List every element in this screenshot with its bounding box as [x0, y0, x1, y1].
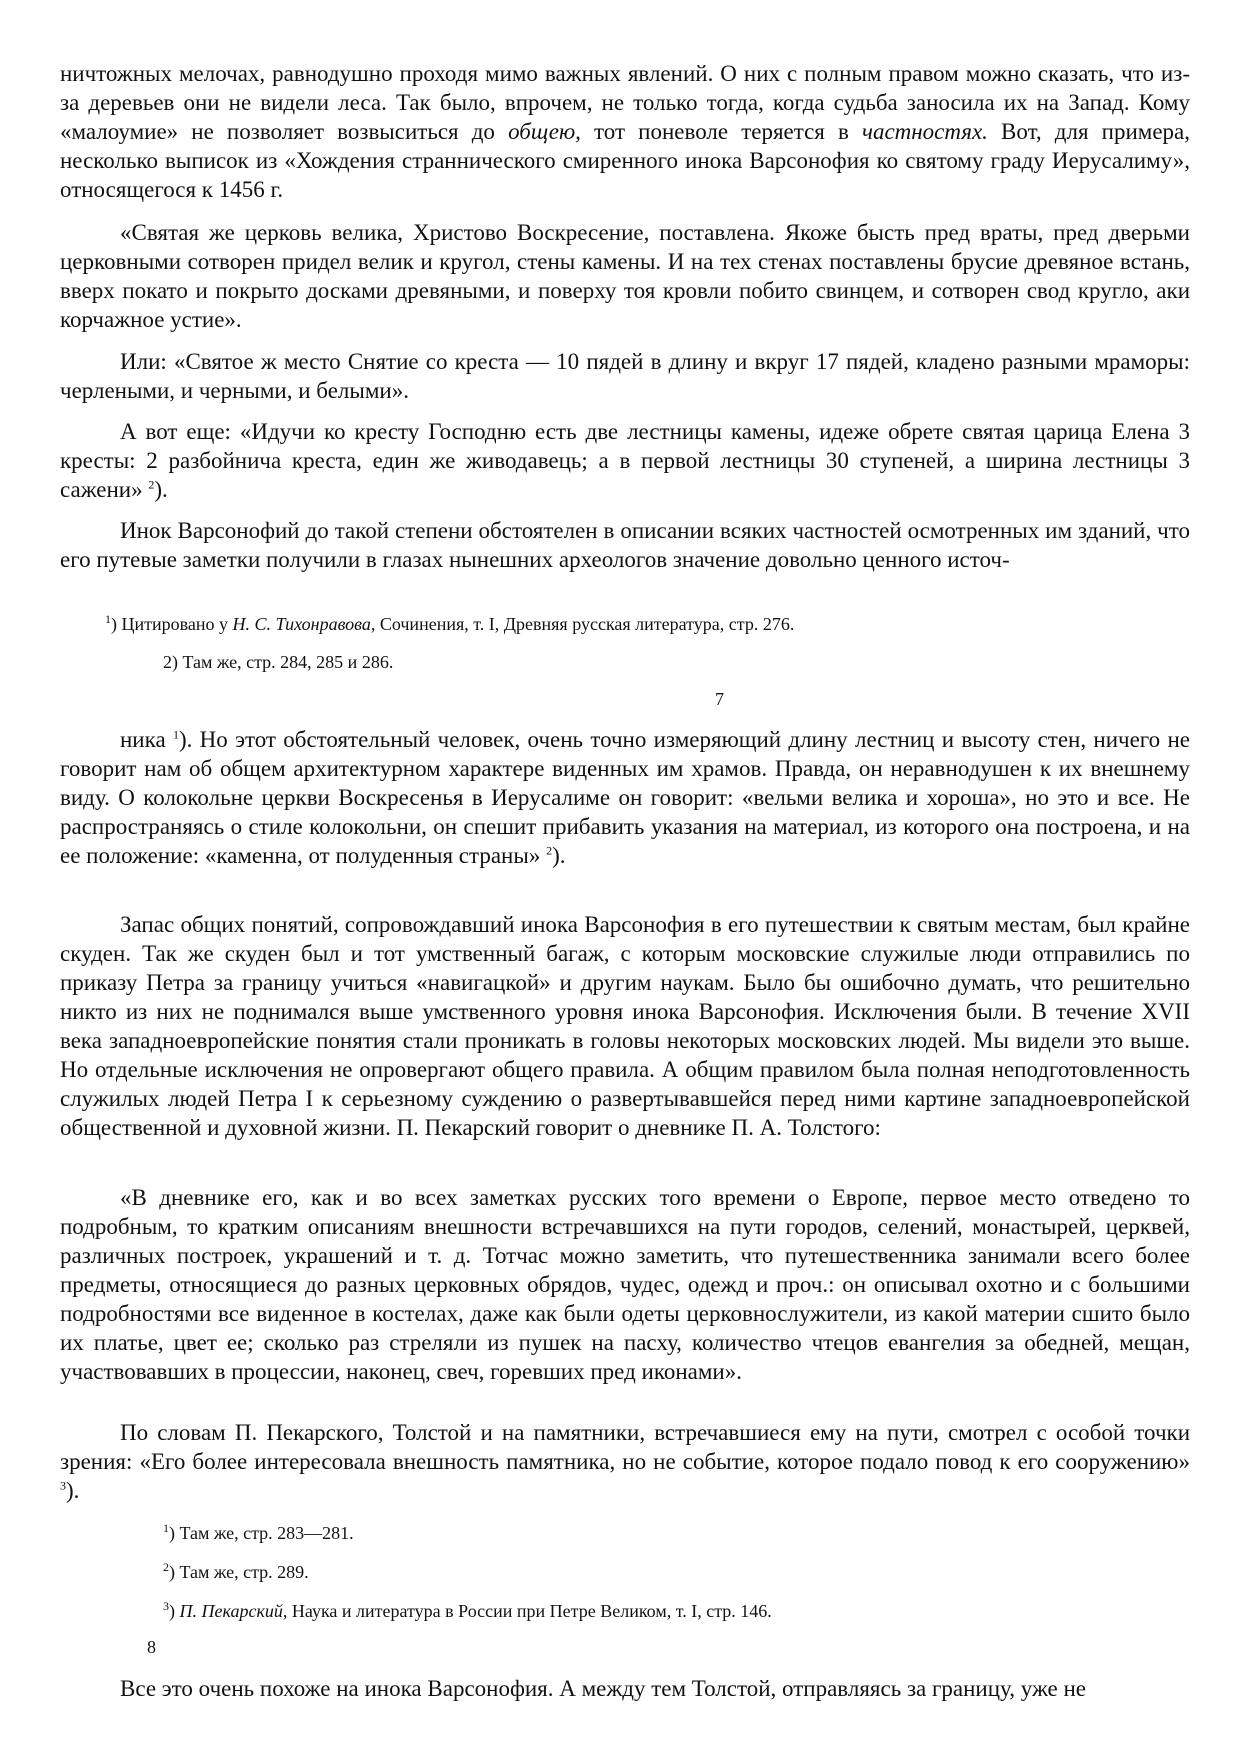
footnote-marker: 1 — [172, 727, 179, 742]
footnote: $^1$) Цитировано у Н. С. Тихонравова, Сочинения, т. I, Древняя русская литература, стр. 276. — [105, 612, 795, 634]
quote-paragraph: «Святая же церковь велика, Христово Воскресение, поставлена. Якоже бысть пред враты, пред дверьми церковными сотворен придел велик и кругол, стены камены. И на тех стенах поставлены брусие древяное встань, вверх покато и покрыто досками древяными, и поверху тоя кровли побито свинцем, и сотворен свод кругло, аки корчажное устие». — [60, 220, 1190, 332]
footnote-marker: 2 — [148, 477, 155, 492]
footnote-marker: 2 — [163, 1560, 169, 1574]
paragraph: По словам П. Пекарского, Толстой и на памятники, встречавшиеся ему на пути, смотрел с особой точки зрения: «Его более интересовала внешность памятника, но не событие, которое подало повод к его сооружению» $^3$). — [60, 1420, 1190, 1503]
paragraph: ника $^1$). Но этот обстоятельный человек, очень точно измеряющий длину лестниц и высоту стен, ничего не говорит нам об общем архитектурном характере виденных им храмов. Правда, он неравнодушен к их внешнему виду. О колокольне церкви Воскресенья в Иерусалиме он говорит: «вельми велика и хороша», но это и все. Не распространяясь о стиле колокольни, он спешит прибавить указания на материал, из которого она построена, и на ее положение: «каменна, от полуденныя страны» $^2$). — [60, 727, 1190, 868]
paragraph: Инок Варсонофий до такой степени обстоятелен в описании всяких частностей осмотренных им зданий, что его путевые заметки получили в глазах нынешних археологов значение довольно ценного источ- — [60, 518, 1190, 572]
footnote-marker: 3 — [163, 1599, 169, 1613]
paragraph: Все это очень похоже на инока Варсонофия. А между тем Толстой, отправляясь за границу, уже не — [120, 1676, 1087, 1701]
quote-paragraph: Или: «Святое ж место Снятие со креста — 10 пядей в длину и вкруг 17 пядей, кладено разными мраморы: черлеными, и черными, и белыми». — [60, 349, 1190, 403]
footnote-marker: 1 — [105, 612, 111, 626]
footnote-marker: 2 — [546, 843, 553, 858]
page-number: 8 — [147, 1637, 156, 1657]
footnote: $^3$) П. Пекарский, Наука и литература в России при Петре Великом, т. I, стр. 146. — [163, 1599, 772, 1621]
footnote: $^1$) Там же, стр. 283—281. — [163, 1521, 354, 1543]
footnote: 2) Там же, стр. 284, 285 и 286. — [163, 652, 394, 672]
paragraph: ничтожных мелочах, равнодушно проходя мимо важных явлений. О них с полным правом можно сказать, что из-за деревьев они не видели леса. Так было, впрочем, не только тогда, когда судьба заносила их на Запад. Кому «малоумие» не позволяет возвыситься до общею, тот поневоле теряется в частностях. Вот, для примера, несколько выписок из «Хождения страннического смиренного инока Варсонофия ко святому граду Иерусалиму», относящегося к 1456 г. — [60, 61, 1190, 202]
paragraph: Запас общих понятий, сопровождавший инока Варсонофия в его путешествии к святым местам, был крайне скуден. Так же скуден был и тот умственный багаж, с которым московские служилые люди отправились по приказу Петра за границу учиться «навигацкой» и другим наукам. Было бы ошибочно думать, что решительно никто из них не поднимался выше умственного уровня инока Варсонофия. Исключения были. В течение XVII века западноевропейские понятия стали проникать в головы некоторых московских людей. Мы видели это выше. Но отдельные исключения не опровергают общего правила. А общим правилом была полная неподготовленность служилых людей Петра I к серьезному суждению о развертывавшейся перед ними картине западноевропейской общественной и духовной жизни. П. Пекарский говорит о дневнике П. А. Толстого: — [60, 912, 1190, 1140]
footnote-marker: 3 — [60, 1478, 66, 1493]
footnote: $^2$) Там же, стр. 289. — [163, 1560, 309, 1582]
quote-paragraph: «В дневнике его, как и во всех заметках русских того времени о Европе, первое место отведено то подробным, то кратким описаниям внешности встречавшихся на пути городов, селений, монастырей, церквей, различных построек, украшений и т. д. Тотчас можно заметить, что путешественника занимали всего более предметы, относящиеся до разных церковных обрядов, чудес, одежд и проч.: он описывал охотно и с большими подробностями все виденное в костелах, даже как были одеты церковнослужители, из какой материи сшито было их платье, цвет ее; сколько раз стреляли из пушек на пасху, количество чтецов евангелия за обедней, мещан, участвовавших в процессии, наконец, свеч, горевших пред иконами». — [60, 1185, 1190, 1384]
quote-paragraph: А вот еще: «Идучи ко кресту Господню есть две лестницы камены, идеже обрете святая царица Елена 3 кресты: 2 разбойнича креста, един же живодавець; а в первой лестницы 30 ступеней, а ширина лестницы 3 сажени» $^2$). — [60, 419, 1190, 502]
page-number: 7 — [715, 689, 724, 709]
footnote-marker: 1 — [163, 1521, 169, 1535]
